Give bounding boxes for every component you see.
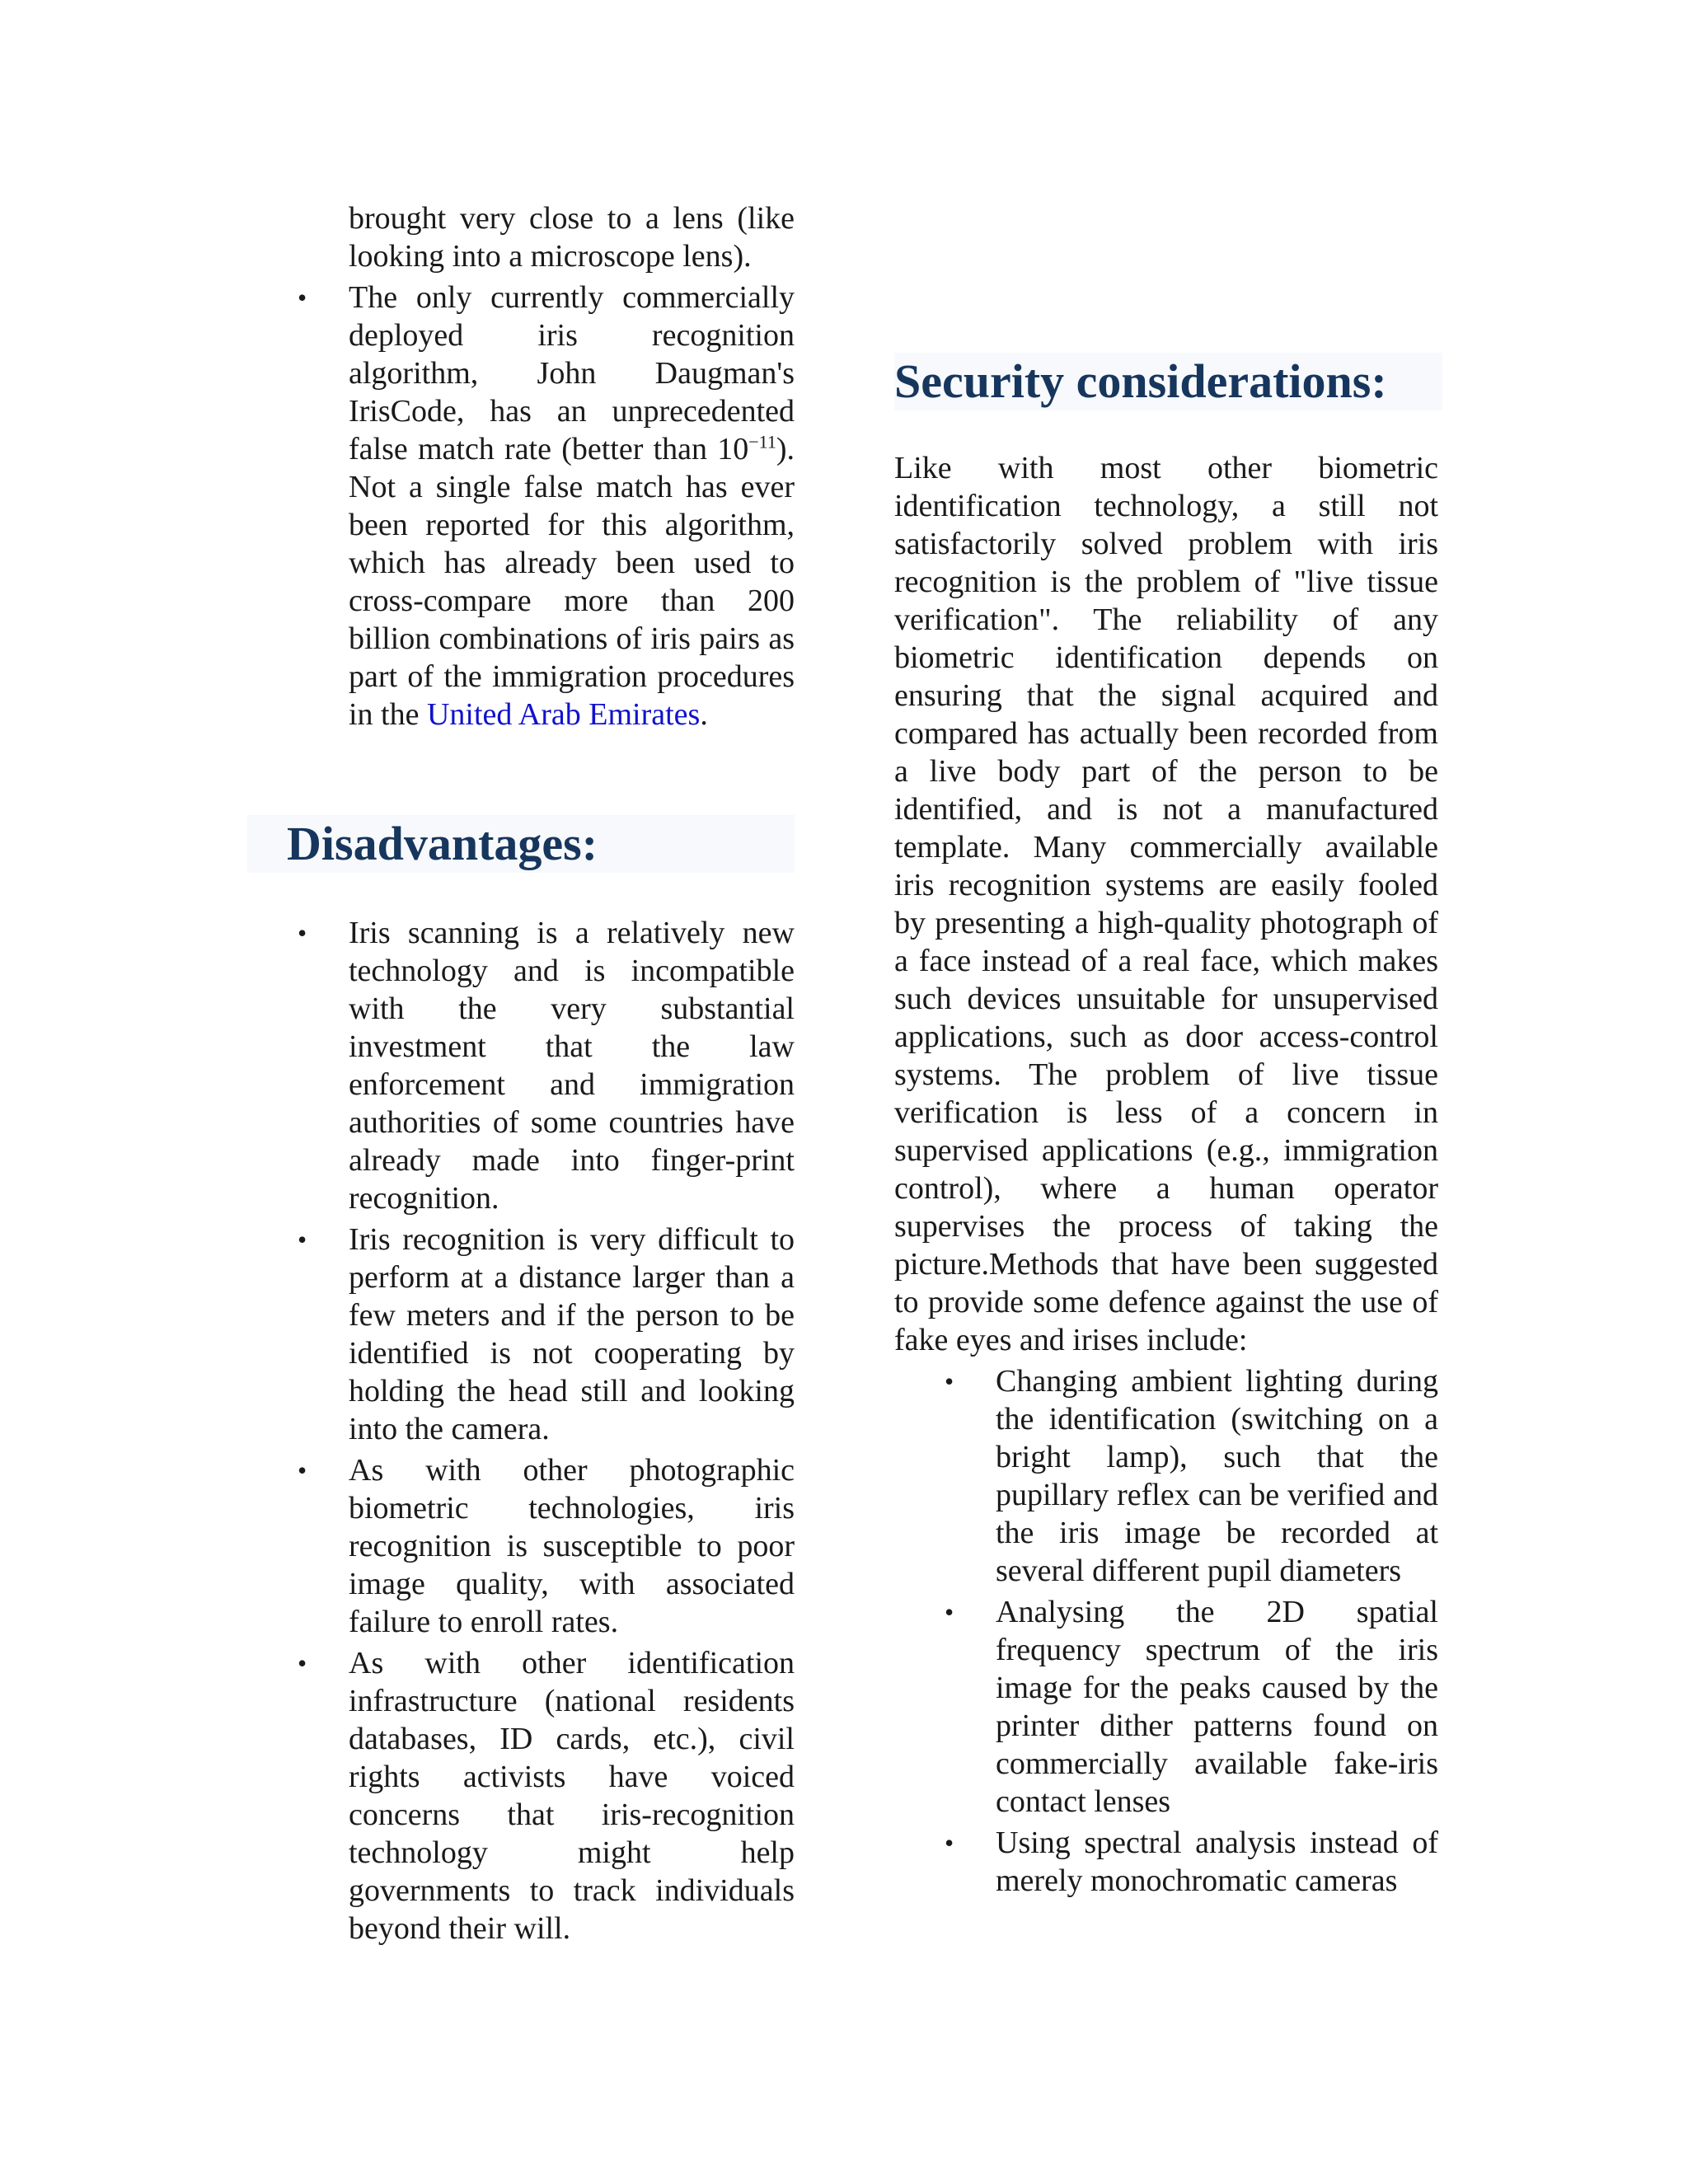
list-item <box>894 1362 1438 1590</box>
security-methods-list <box>894 1362 1438 1900</box>
list-item <box>894 1824 1438 1900</box>
bullet-icon: • <box>298 918 307 948</box>
list-item <box>247 914 795 1217</box>
exponent: −11 <box>748 431 776 452</box>
advantage-text-before: The only currently commercially deployed iris recognition algorithm, John Daugman's IrisCode, has an unprecedented false match rate (better than 10 <box>349 280 795 466</box>
advantages-list <box>247 279 795 733</box>
list-item-text: Analysing the 2D spatial frequency spectrum of the iris image for the peaks caused by the printer dither patterns found on commercially available fake-iris contact lenses <box>996 1595 1438 1819</box>
list-item <box>894 1593 1438 1821</box>
disadvantages-heading: Disadvantages: <box>247 815 795 873</box>
security-section <box>894 449 1438 1903</box>
list-item-continuation: brought very close to a lens (like looking into a microscope lens). <box>349 201 795 274</box>
bullet-icon: • <box>945 1828 954 1858</box>
left-column <box>247 199 795 737</box>
security-heading: Security considerations: <box>894 353 1442 410</box>
list-item-text: Iris recognition is very difficult to perform at a distance larger than a few meters and if the person to be identified is not cooperating by holding the head still and looking into the camera. <box>349 1222 795 1446</box>
list-item-text: Changing ambient lighting during the identification (switching on a bright lamp), such that the pupillary reflex can be verified and the iris image be recorded at several different pupil diameters <box>996 1364 1438 1588</box>
advantage-text-end: . <box>700 697 708 732</box>
list-item-text: Iris scanning is a relatively new technology and is incompatible with the very substantial investment that the law enforcement and immigration authorities of some countries have already made into finger-print recognition. <box>349 916 795 1216</box>
bullet-icon: • <box>298 1225 307 1254</box>
bullet-icon: • <box>298 1648 307 1678</box>
bullet-icon: • <box>945 1366 954 1396</box>
security-paragraph: Like with most other biometric identification technology, a still not satisfactorily solved problem with iris recognition is the problem of "live tissue verification". The reliability of any biometric identification depends on ensuring that the signal acquired and compared has actually been recorded from a live body part of the person to be identified, and is not a manufactured template. Many commercially available iris recognition systems are easily fooled by presenting a high-quality photograph of a face instead of a real face, which makes such devices unsuitable for unsupervised applications, such as door access-control systems. The problem of live tissue verification is less of a concern in supervised applications (e.g., immigration control), where a human operator supervises the process of taking the picture.Methods that have been suggested to provide some defence against the use of fake eyes and irises include: <box>894 451 1438 1357</box>
list-item-text: As with other photographic biometric technologies, iris recognition is susceptible to poor image quality, with associated failure to enroll rates. <box>349 1453 795 1639</box>
advantage-text-after: ). Not a single false match has ever been reported for this algorithm, which has already been used to cross-compare more than 200 billion combinations of iris pairs as part of the immigration procedures in the <box>349 432 795 732</box>
uae-link[interactable]: United Arab Emirates <box>426 697 701 732</box>
disadvantages-section <box>247 914 795 1951</box>
list-item <box>247 1221 795 1448</box>
bullet-icon: • <box>298 1455 307 1485</box>
list-item <box>247 1451 795 1641</box>
list-item-text: Using spectral analysis instead of merely monochromatic cameras <box>996 1825 1438 1898</box>
bullet-icon: • <box>945 1597 954 1627</box>
list-item <box>247 279 795 733</box>
list-item <box>247 1644 795 1947</box>
disadvantages-list <box>247 914 795 1947</box>
bullet-icon: • <box>298 283 307 312</box>
list-item-text: As with other identification infrastructure (national residents databases, ID cards, etc.), civil rights activists have voiced concerns that iris-recognition technology might help governments to track individuals beyond their will. <box>349 1646 795 1946</box>
